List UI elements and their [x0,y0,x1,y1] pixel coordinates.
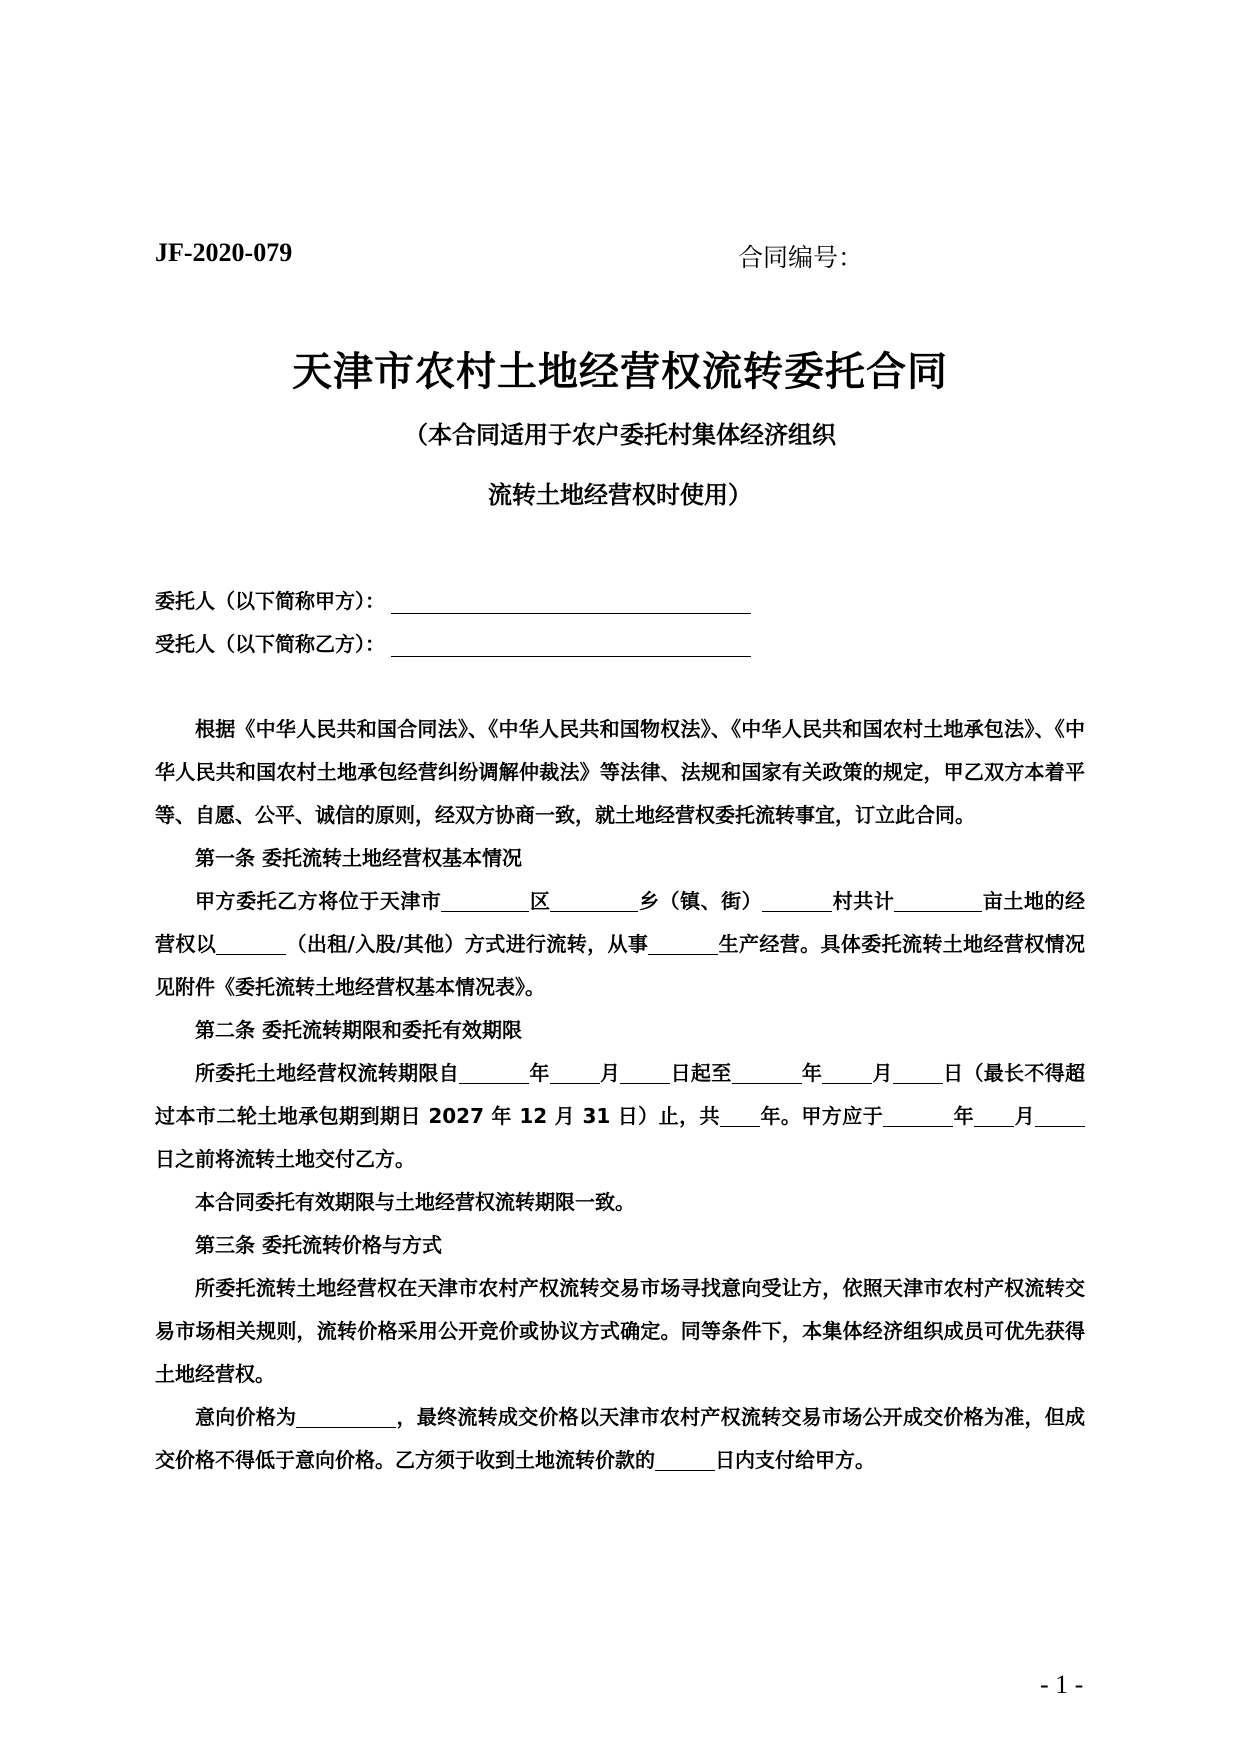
article2-validity: 本合同委托有效期限与土地经营权流转期限一致。 [195,1190,635,1214]
document-subtitle-line2: 流转土地经营权时使用） [488,481,752,509]
entrustor-label: 委托人（以下简称甲方）： [155,589,385,613]
document-subtitle-line1: （本合同适用于农户委托村集体经济组织 [404,421,836,449]
article3-heading: 第三条 委托流转价格与方式 [195,1233,442,1257]
entrustee-row [155,628,751,657]
entrustee-blank [391,634,751,657]
document-code: JF-2020-079 [155,238,293,267]
article2-heading: 第二条 委托流转期限和委托有效期限 [195,1018,522,1042]
entrustor-blank [391,591,751,614]
term-limit-note: 最长不得超过本市二轮土地承包期到期日 2027 年 12 月 31 日 [155,1061,1085,1128]
document-title: 天津市农村土地经营权流转委托合同 [292,349,948,395]
article3-paragraph1: 所委托流转土地经营权在天津市农村产权流转交易市场寻找意向受让方，依照天津市农村产权流转交易市场相关规则，流转价格采用公开竞价或协议方式确定。同等条件下，本集体经济组织成员可优先获得土地经营权。 [155,1276,1085,1386]
entrustor-row [155,585,751,614]
article1-paragraph: 甲方委托乙方将位于天津市 区 乡（镇、街） 村共计 亩土地的经营权以 （出租/入股/其他）方式进行流转，从事 生产经营。具体委托流转土地经营权情况见附件《委托流转土地经营权基本情况表》。 [155,889,1086,999]
entrustee-label: 受托人（以下简称乙方）： [155,632,385,656]
article3-paragraph2: 意向价格为 ，最终流转成交价格以天津市农村产权流转交易市场公开成交价格为准，但成交价格不得低于意向价格。乙方须于收到土地流转价款的 日内支付给甲方。 [155,1405,1086,1472]
page-number: - 1 - [1040,1670,1084,1699]
intro-paragraph: 根据《中华人民共和国合同法》、《中华人民共和国物权法》、《中华人民共和国农村土地承包法》、《中华人民共和国农村土地承包经营纠纷调解仲裁法》等法律、法规和国家有关政策的规定，甲乙双方本着平等、自愿、公平、诚信的原则，经双方协商一致，就土地经营权委托流转事宜，订立此合同。 [155,717,1085,827]
article1-heading: 第一条 委托流转土地经营权基本情况 [195,846,522,870]
contract-number-label: 合同编号： [738,243,864,272]
contract-body [155,708,1085,1482]
article2-paragraph: 所委托土地经营权流转期限自 年 月 日起至 年 月 日（最长不得超过本市二轮土地承包期到期日 2027 年 12 月 31 日）止，共 年。甲方应于 年 月日之前将流转土地交付乙方。 [155,1061,1085,1171]
